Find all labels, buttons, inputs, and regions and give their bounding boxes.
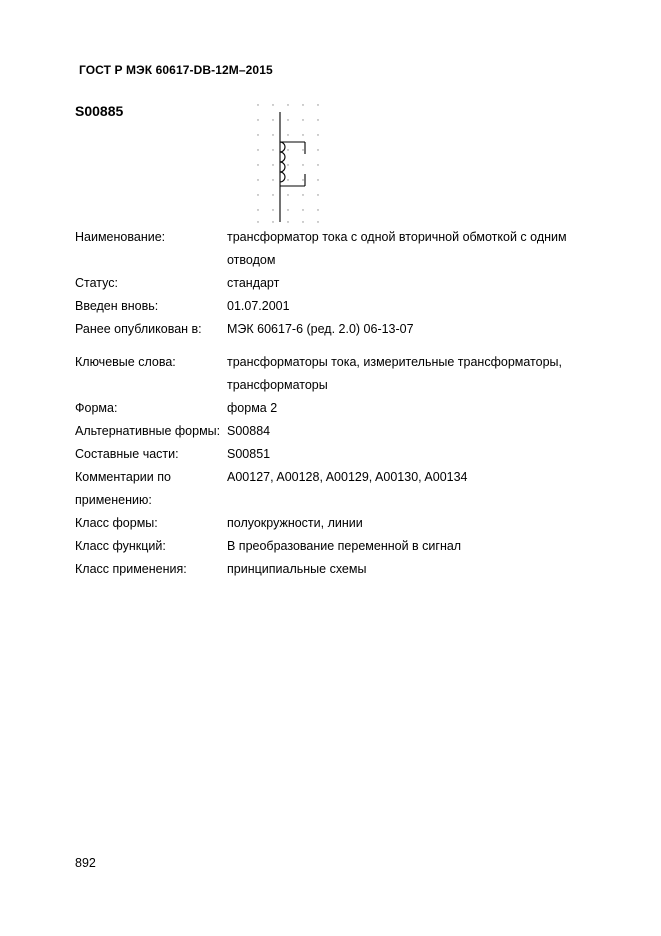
row-value: полуокружности, линии [227, 516, 363, 530]
row-label: Класс функций: [75, 539, 166, 553]
symbol-code: S00885 [75, 103, 124, 119]
row-label: Составные части: [75, 447, 179, 461]
attribute-table [75, 226, 595, 581]
row-components [75, 443, 595, 466]
row-value: 01.07.2001 [227, 299, 290, 313]
row-label: Класс применения: [75, 562, 187, 576]
row-form [75, 397, 595, 420]
row-alternative-forms [75, 420, 595, 443]
row-application-class [75, 558, 595, 581]
row-value: принципиальные схемы [227, 562, 367, 576]
row-label: Наименование: [75, 230, 166, 244]
row-value: форма 2 [227, 401, 278, 415]
row-label: Класс формы: [75, 516, 158, 530]
row-introduced [75, 295, 595, 318]
row-comments [75, 466, 595, 512]
document-header: ГОСТ Р МЭК 60617-DB-12M–2015 [79, 63, 273, 77]
row-function-class [75, 535, 595, 558]
row-label: Ключевые слова: [75, 355, 176, 369]
row-label: Форма: [75, 401, 118, 415]
row-value: стандарт [227, 276, 280, 290]
row-value: МЭК 60617-6 (ред. 2.0) 06-13-07 [227, 322, 414, 336]
row-label: Статус: [75, 276, 118, 290]
transformer-symbol-icon [250, 100, 326, 226]
row-value: трансформаторы тока, измерительные трансформаторы, трансформаторы [227, 355, 562, 392]
row-label: Комментарии по применению: [75, 470, 171, 507]
page-number: 892 [75, 856, 96, 870]
row-status [75, 272, 595, 295]
row-value: S00884 [227, 424, 271, 438]
row-value: В преобразование переменной в сигнал [227, 539, 462, 553]
row-previously-published [75, 318, 595, 341]
row-value: трансформатор тока с одной вторичной обмоткой с одним отводом [227, 230, 567, 267]
row-label: Введен вновь: [75, 299, 159, 313]
row-label: Альтернативные формы: [75, 424, 221, 438]
row-name [75, 226, 595, 272]
row-keywords [75, 351, 595, 397]
row-label: Ранее опубликован в: [75, 322, 202, 336]
row-value: S00851 [227, 447, 271, 461]
row-form-class [75, 512, 595, 535]
row-value: A00127, A00128, A00129, A00130, A00134 [227, 470, 468, 484]
